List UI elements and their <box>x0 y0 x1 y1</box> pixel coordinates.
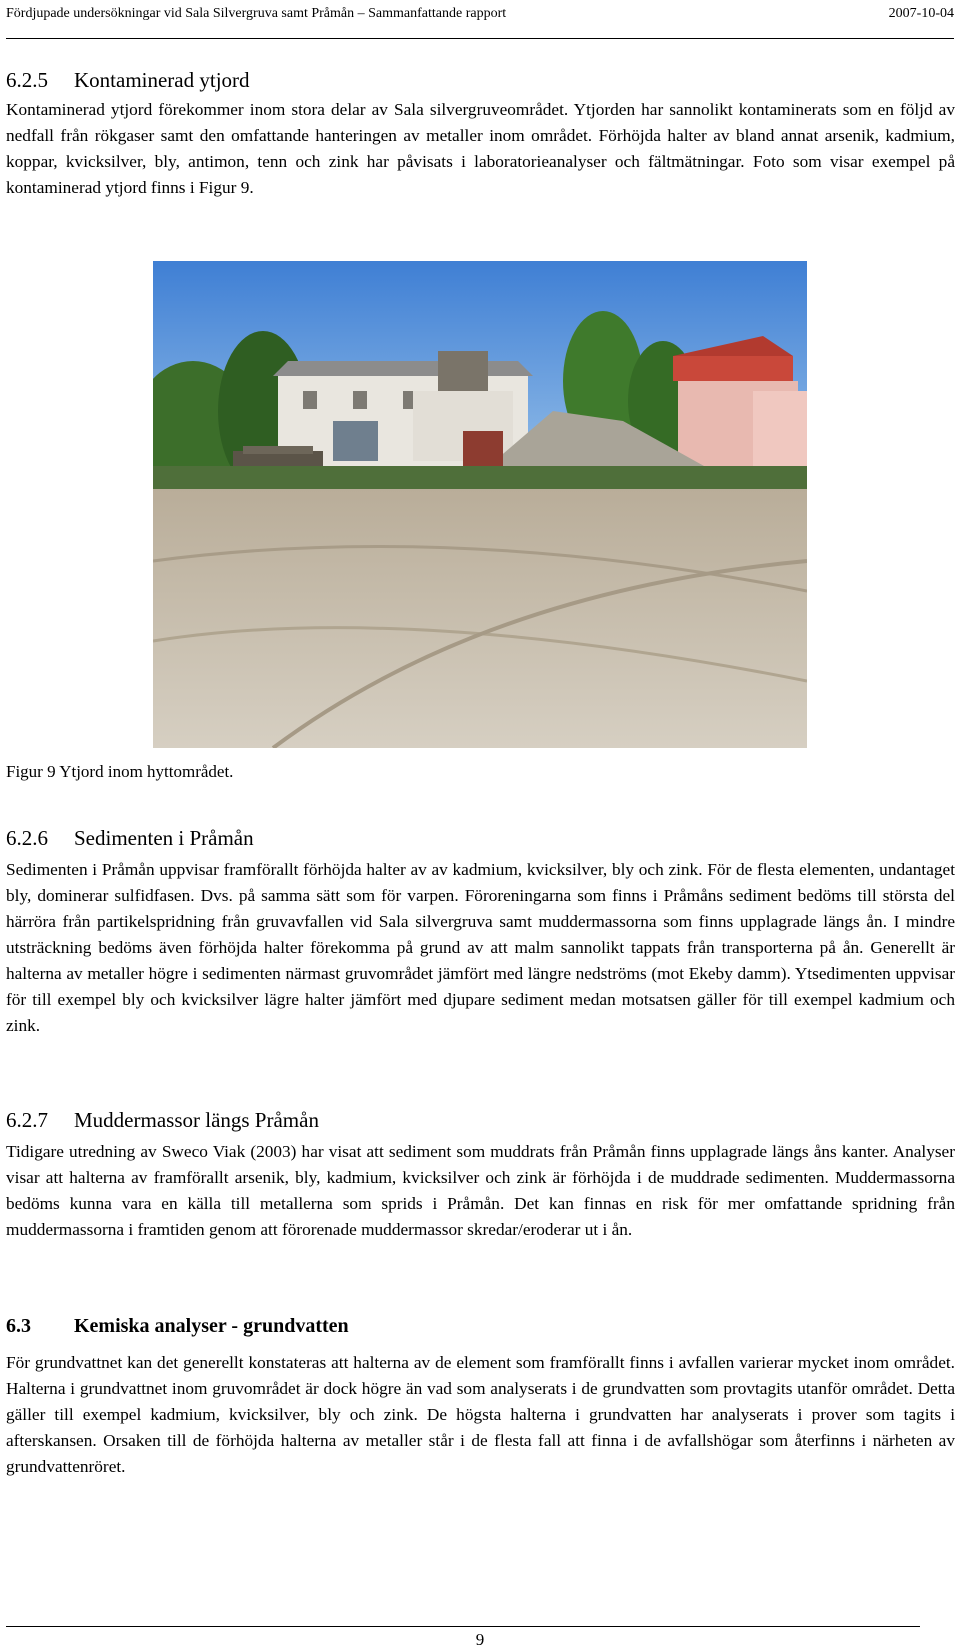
page-number: 9 <box>475 1630 485 1649</box>
footer-divider <box>6 1626 920 1627</box>
section-number: 6.2.5 <box>6 68 48 92</box>
section-title: Kemiska analyser - grundvatten <box>74 1315 349 1337</box>
section-title: Muddermassor längs Pråmån <box>74 1108 319 1132</box>
figure-photo <box>153 261 807 748</box>
section-paragraph: För grundvattnet kan det generellt konstateras att halterna av de element som framförallt finns i avfallen varierar mycket inom området. Halterna i grundvattnet inom gruvområdet är dock högre än vad som analyserats i de grundvatten som provtagits utanför området. Detta gäller till exempel kadmium, kvicksilver, bly och zink. De högsta halterna i grundvatten har analyserats i prover som tagits i afterskansen. Orsaken till de förhöjda halterna av metaller står i de flesta fall att finna i de avfallshögar som återfinns i närheten av grundvattenröret. <box>6 1353 955 1476</box>
section-title: Sedimenten i Pråmån <box>74 826 254 850</box>
section-heading <box>6 1108 955 1132</box>
header-divider <box>6 38 954 39</box>
section-heading <box>6 1314 955 1338</box>
section-6-2-5 <box>6 68 955 201</box>
section-title: Kontaminerad ytjord <box>74 68 250 92</box>
figure-caption: Figur 9 Ytjord inom hyttområdet. <box>6 762 234 781</box>
site-photo-illustration <box>153 261 807 748</box>
section-number: 6.2.6 <box>6 826 48 850</box>
section-number: 6.3 <box>6 1315 31 1337</box>
header-date: 2007-10-04 <box>888 6 954 21</box>
header-title: Fördjupade undersökningar vid Sala Silvergruva samt Pråmån – Sammanfattande rapport <box>6 6 507 21</box>
page-header <box>6 0 954 22</box>
section-6-3 <box>6 1314 955 1480</box>
section-paragraph: Sedimenten i Pråmån uppvisar framförallt förhöjda halter av av kadmium, kvicksilver, bly och zink. För de flesta elementen, undantaget bly, dominerar sulfidfasen. Dvs. på samma sätt som för varpen. Föroreningarna som finns i Pråmåns sediment bedöms till största del härröra från partikelspridning från gruvavfallen vid Sala silvergruva samt muddermassorna som finns upplagrade längs ån. I mindre utsträckning bedöms även förhöjda halter förekomma på grund av att malm sannolikt tappats från transporterna på ån. Generellt är halterna av metaller högre i sedimenten närmast gruvområdet jämfört med längre nedströms (mot Ekeby damm). Ytsedimenten uppvisar för till exempel bly och kvicksilver lägre halter jämfört med djupare sediment medan motsatsen gäller för till exempel kadmium och zink. <box>6 860 955 1035</box>
section-number: 6.2.7 <box>6 1108 48 1132</box>
section-heading <box>6 826 955 850</box>
section-paragraph: Tidigare utredning av Sweco Viak (2003) har visat att sediment som muddrats från Pråmån finns upplagrade längs åns kanter. Analyser visar att halterna av framförallt arsenik, bly, kadmium, kvicksilver och zink är förhöjda i de muddrade sedimenten. Muddermassorna bedöms kunna vara en källa till metallerna som sprids i Pråmån. Det kan finnas en risk för mer omfattande spridning från muddermassorna i framtiden genom att förorenade muddermassor skredar/eroderar ut i ån. <box>6 1142 955 1239</box>
section-6-2-7 <box>6 1108 955 1243</box>
section-6-2-6 <box>6 826 955 1039</box>
section-heading <box>6 68 955 92</box>
section-paragraph: Kontaminerad ytjord förekommer inom stora delar av Sala silvergruveområdet. Ytjorden har sannolikt kontaminerats som en följd av nedfall från rökgaser samt den omfattande hanteringen av metaller inom området. Förhöjda halter av bland annat arsenik, kadmium, koppar, kvicksilver, bly, antimon, tenn och zink har påvisats i laboratorieanalyser och fältmätningar. Foto som visar exempel på kontaminerad ytjord finns i Figur 9. <box>6 100 955 197</box>
